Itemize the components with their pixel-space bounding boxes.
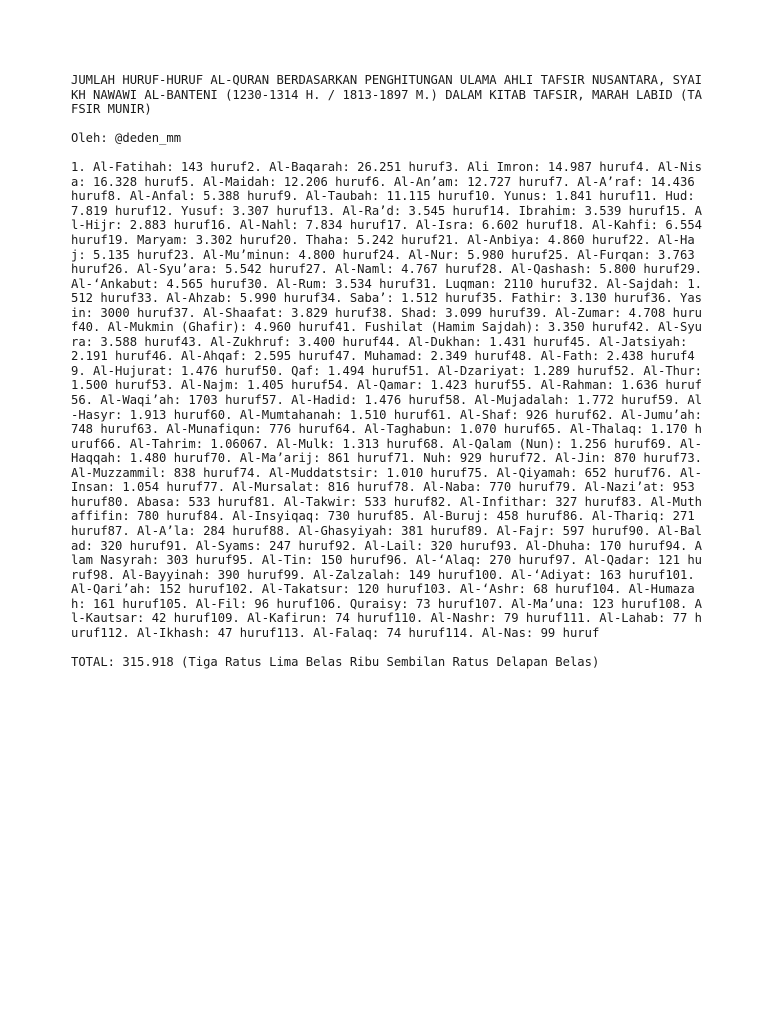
document-author: Oleh: @deden_mm <box>71 131 182 146</box>
document-title: JUMLAH HURUF-HURUF AL-QURAN BERDASARKAN PENGHITUNGAN ULAMA AHLI TAFSIR NUSANTARA, SYAIKH NAWAWI AL-BANTENI (1230-1314 H. / 1813-1897 M.) DALAM KITAB TAFSIR, MARAH LABID (TAFSIR MUNIR) <box>71 73 703 117</box>
document-page <box>71 73 710 669</box>
surah-letter-count-list: 1. Al-Fatihah: 143 huruf2. Al-Baqarah: 26.251 huruf3. Ali Imron: 14.987 huruf4. Al-Nisa: 16.328 huruf5. Al-Maidah: 12.206 huruf6. Al-An’am: 12.727 huruf7. Al-A’raf: 14.436 huruf8. Al-Anfal: 5.388 huruf9. Al-Taubah: 11.115 huruf10. Yunus: 1.841 huruf11. Hud: 7.819 huruf12. Yusuf: 3.307 huruf13. Al-Ra’d: 3.545 huruf14. Ibrahim: 3.539 huruf15. Al-Hijr: 2.883 huruf16. Al-Nahl: 7.834 huruf17. Al-Isra: 6.602 huruf18. Al-Kahfi: 6.554 huruf19. Maryam: 3.302 huruf20. Thaha: 5.242 huruf21. Al-Anbiya: 4.860 huruf22. Al-Haj: 5.135 huruf23. Al-Mu’minun: 4.800 huruf24. Al-Nur: 5.980 huruf25. Al-Furqan: 3.763 huruf26. Al-Syu’ara: 5.542 huruf27. Al-Naml: 4.767 huruf28. Al-Qashash: 5.800 huruf29. Al-‘Ankabut: 4.565 huruf30. Al-Rum: 3.534 huruf31. Luqman: 2110 huruf32. Al-Sajdah: 1.512 huruf33. Al-Ahzab: 5.990 huruf34. Saba’: 1.512 huruf35. Fathir: 3.130 huruf36. Yasin: 3000 huruf37. Al-Shaafat: 3.829 huruf38. Shad: 3.099 huruf39. Al-Zumar: 4.708 huruf40. Al-Mukmin (Ghafir): 4.960 huruf41. Fushilat (Hamim Sajdah): 3.350 huruf42. Al-Syura: 3.588 huruf43. Al-Zukhruf: 3.400 huruf44. Al-Dukhan: 1.431 huruf45. Al-Jatsiyah: 2.191 huruf46. Al-Ahqaf: 2.595 huruf47. Muhamad: 2.349 huruf48. Al-Fath: 2.438 huruf49. Al-Hujurat: 1.476 huruf50. Qaf: 1.494 huruf51. Al-Dzariyat: 1.289 huruf52. Al-Thur: 1.500 huruf53. Al-Najm: 1.405 huruf54. Al-Qamar: 1.423 huruf55. Al-Rahman: 1.636 huruf56. Al-Waqi’ah: 1703 huruf57. Al-Hadid: 1.476 huruf58. Al-Mujadalah: 1.772 huruf59. Al-Hasyr: 1.913 huruf60. Al-Mumtahanah: 1.510 huruf61. Al-Shaf: 926 huruf62. Al-Jumu’ah: 748 huruf63. Al-Munafiqun: 776 huruf64. Al-Taghabun: 1.070 huruf65. Al-Thalaq: 1.170 huruf66. Al-Tahrim: 1.06067. Al-Mulk: 1.313 huruf68. Al-Qalam (Nun): 1.256 huruf69. Al-Haqqah: 1.480 huruf70. Al-Ma’arij: 861 huruf71. Nuh: 929 huruf72. Al-Jin: 870 huruf73. Al-Muzzammil: 838 huruf74. Al-Muddatstsir: 1.010 huruf75. Al-Qiyamah: 652 huruf76. Al-Insan: 1.054 huruf77. Al-Mursalat: 816 huruf78. Al-Naba: 770 huruf79. Al-Nazi’at: 953 huruf80. Abasa: 533 huruf81. Al-Takwir: 533 huruf82. Al-Infithar: 327 huruf83. Al-Muthaffifin: 780 huruf84. Al-Insyiqaq: 730 huruf85. Al-Buruj: 458 huruf86. Al-Thariq: 271 huruf87. Al-A’la: 284 huruf88. Al-Ghasyiyah: 381 huruf89. Al-Fajr: 597 huruf90. Al-Balad: 320 huruf91. Al-Syams: 247 huruf92. Al-Lail: 320 huruf93. Al-Dhuha: 170 huruf94. Alam Nasyrah: 303 huruf95. Al-Tin: 150 huruf96. Al-‘Alaq: 270 huruf97. Al-Qadar: 121 huruf98. Al-Bayyinah: 390 huruf99. Al-Zalzalah: 149 huruf100. Al-‘Adiyat: 163 huruf101. Al-Qari’ah: 152 huruf102. Al-Takatsur: 120 huruf103. Al-‘Ashr: 68 huruf104. Al-Humazah: 161 huruf105. Al-Fil: 96 huruf106. Quraisy: 73 huruf107. Al-Ma’una: 123 huruf108. Al-Kautsar: 42 huruf109. Al-Kafirun: 74 huruf110. Al-Nashr: 79 huruf111. Al-Lahab: 77 huruf112. Al-Ikhash: 47 huruf113. Al-Falaq: 74 huruf114. Al-Nas: 99 huruf <box>71 160 710 640</box>
document-total: TOTAL: 315.918 (Tiga Ratus Lima Belas Ribu Sembilan Ratus Delapan Belas) <box>71 654 600 669</box>
spacer <box>71 117 703 132</box>
spacer <box>71 146 703 161</box>
spacer <box>71 640 703 655</box>
